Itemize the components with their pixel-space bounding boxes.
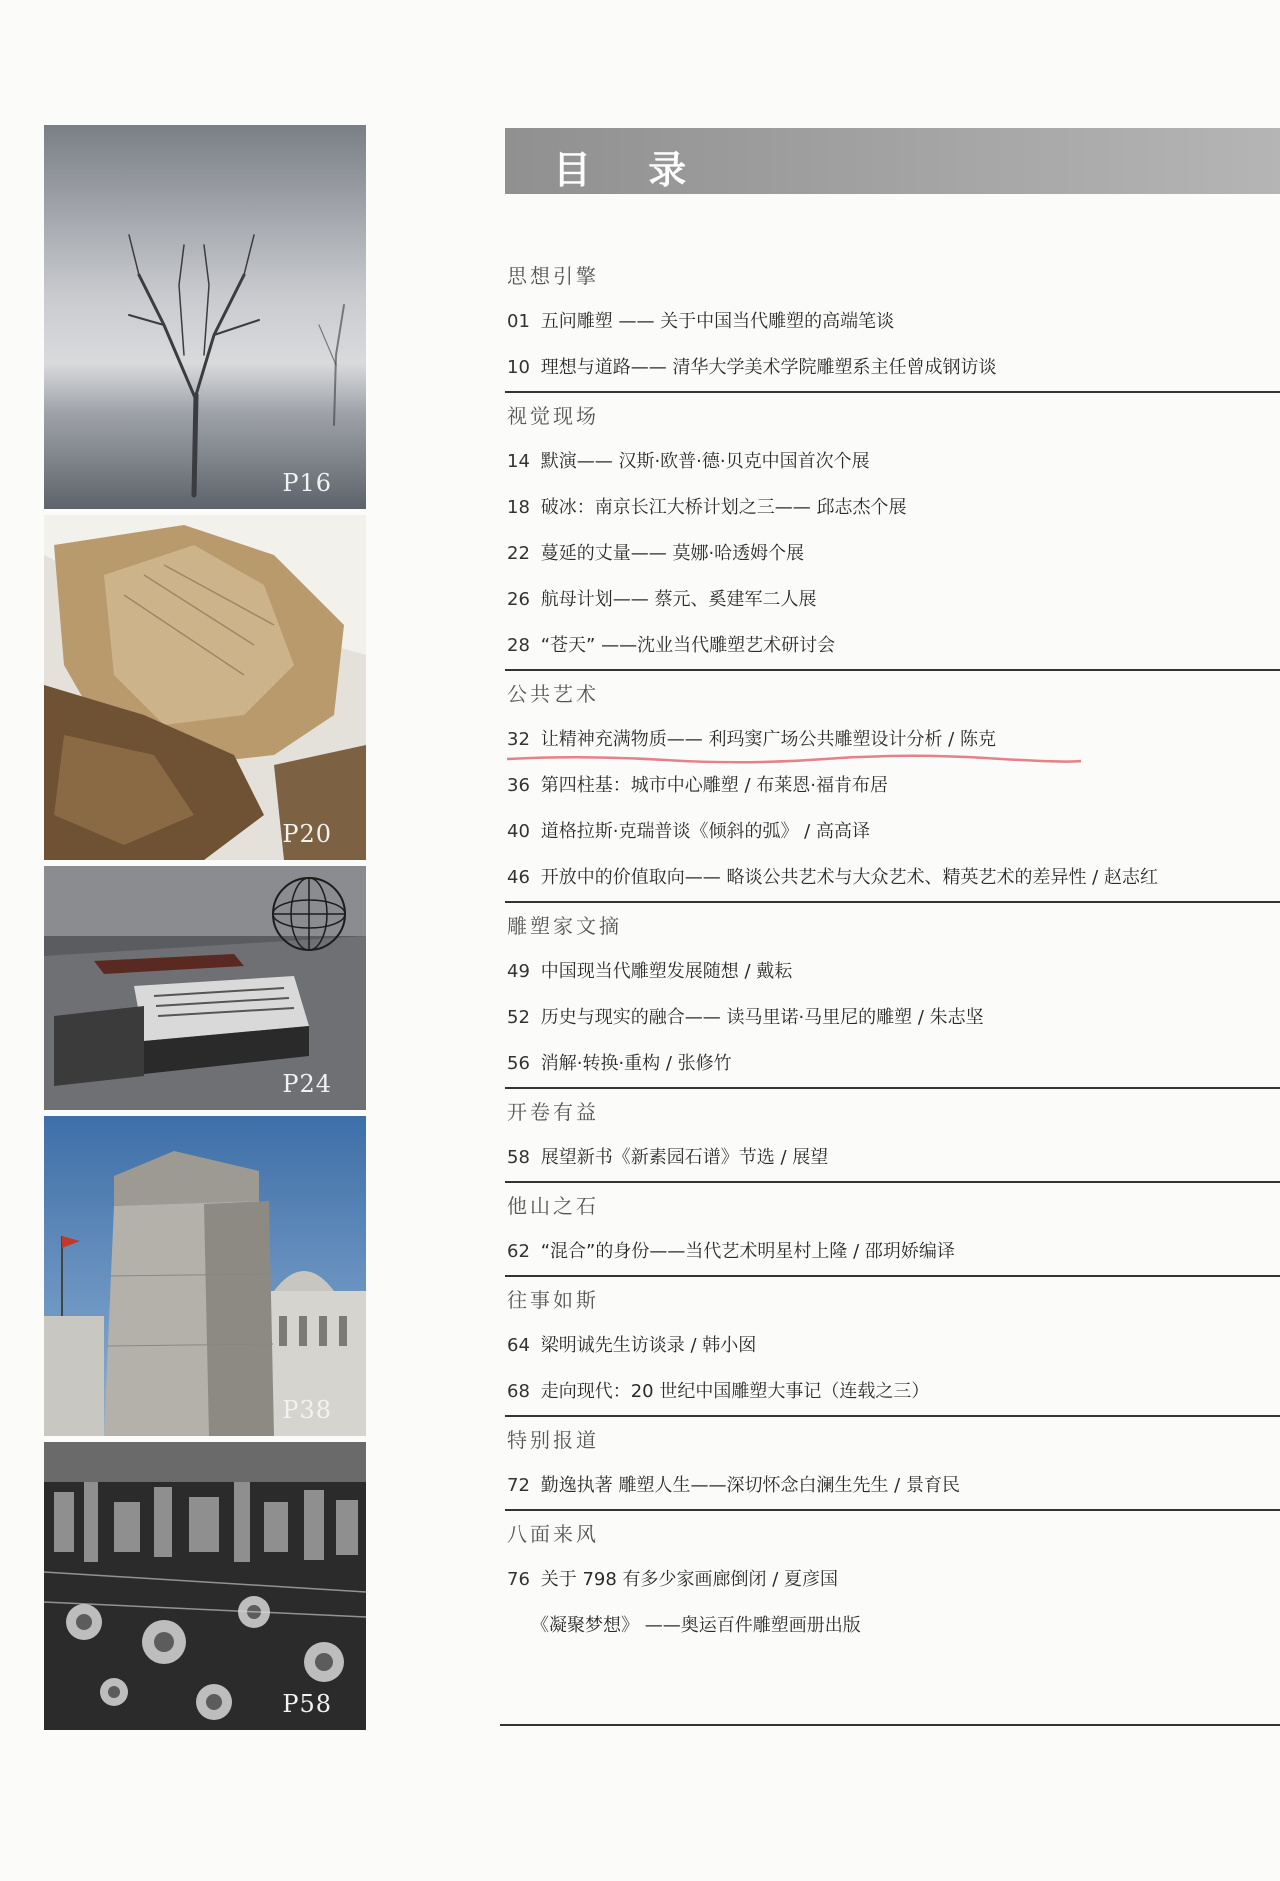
photo-page-label: P16 xyxy=(282,469,332,497)
entry-title: 中国现当代雕塑发展随想 / 戴耘 xyxy=(540,961,793,982)
entry-page-number: 26 xyxy=(507,589,530,610)
entry-title: 五问雕塑 —— 关于中国当代雕塑的高端笔谈 xyxy=(540,311,895,332)
toc-entry[interactable] xyxy=(505,531,1280,577)
entry-title: 理想与道路—— 清华大学美术学院雕塑系主任曾成钢访谈 xyxy=(540,357,997,378)
entry-page-number: 40 xyxy=(507,821,530,842)
entry-page-number: 56 xyxy=(507,1053,530,1074)
section-title: 雕塑家文摘 xyxy=(507,914,622,938)
entry-title: “苍天” ——沈业当代雕塑艺术研讨会 xyxy=(540,635,836,656)
entry-title: 历史与现实的融合—— 读马里诺·马里尼的雕塑 / 朱志坚 xyxy=(540,1007,984,1028)
entry-title: 开放中的价值取向—— 略谈公共艺术与大众艺术、精英艺术的差异性 / 赵志红 xyxy=(540,867,1158,888)
entry-title: 展望新书《新素园石谱》节选 / 展望 xyxy=(540,1147,829,1168)
toc-section xyxy=(505,1417,1280,1511)
wood-sculpture-image xyxy=(44,515,366,860)
section-title: 他山之石 xyxy=(507,1194,599,1218)
toc-entry[interactable] xyxy=(505,1041,1280,1087)
toc-section xyxy=(505,253,1280,393)
toc-section xyxy=(505,903,1280,1089)
entry-title: 第四柱基：城市中心雕塑 / 布莱恩·福肯布居 xyxy=(540,775,888,796)
entry-title: 梁明诚先生访谈录 / 韩小囡 xyxy=(540,1335,757,1356)
toc-entry[interactable] xyxy=(505,763,1280,809)
photo-page-label: P20 xyxy=(282,820,332,848)
toc-section xyxy=(505,1277,1280,1417)
foggy-tree-image xyxy=(44,125,366,509)
entry-title: 《凝聚梦想》 ——奥运百件雕塑画册出版 xyxy=(531,1615,861,1636)
toc-entry[interactable] xyxy=(505,809,1280,855)
entry-title: 破冰：南京长江大桥计划之三—— 邱志杰个展 xyxy=(540,497,907,518)
table-of-contents xyxy=(505,253,1280,1649)
toc-entry[interactable] xyxy=(505,345,1280,391)
toc-entry[interactable] xyxy=(505,1603,1280,1649)
entry-page-number: 36 xyxy=(507,775,530,796)
section-title: 八面来风 xyxy=(507,1522,599,1546)
entry-page-number: 76 xyxy=(507,1569,530,1590)
entry-title: 走向现代：20 世纪中国雕塑大事记（连载之三） xyxy=(540,1381,930,1402)
section-title: 特别报道 xyxy=(507,1428,599,1452)
toc-section xyxy=(505,1511,1280,1649)
entry-page-number: 62 xyxy=(507,1241,530,1262)
photo-metal-city xyxy=(44,1442,366,1730)
section-title: 开卷有益 xyxy=(507,1100,599,1124)
entry-page-number: 64 xyxy=(507,1335,530,1356)
entry-title: 消解·转换·重构 / 张修竹 xyxy=(540,1053,732,1074)
toc-header-bar xyxy=(505,128,1280,194)
toc-entry[interactable] xyxy=(505,1369,1280,1415)
photo-foggy-tree xyxy=(44,125,366,509)
photo-column xyxy=(44,125,367,1736)
photo-plinth xyxy=(44,1116,366,1436)
entry-page-number: 46 xyxy=(507,867,530,888)
photo-page-label: P24 xyxy=(282,1070,332,1098)
section-title: 思想引擎 xyxy=(507,264,599,288)
toc-entry[interactable] xyxy=(505,855,1280,901)
toc-entry[interactable] xyxy=(505,299,1280,345)
toc-section xyxy=(505,671,1280,903)
toc-section xyxy=(505,1089,1280,1183)
toc-entry[interactable] xyxy=(505,1135,1280,1181)
entry-page-number: 14 xyxy=(507,451,530,472)
plinth-image xyxy=(44,1116,366,1436)
entry-title: “混合”的身份——当代艺术明星村上隆 / 邵玥娇编译 xyxy=(540,1241,955,1262)
toc-entry-highlighted[interactable] xyxy=(505,717,1280,763)
toc-entry[interactable] xyxy=(505,439,1280,485)
entry-title: 道格拉斯·克瑞普谈《倾斜的弧》 / 高高译 xyxy=(540,821,870,842)
entry-page-number: 49 xyxy=(507,961,530,982)
metal-city-image xyxy=(44,1442,366,1730)
entry-page-number: 58 xyxy=(507,1147,530,1168)
entry-title: 航母计划—— 蔡元、奚建军二人展 xyxy=(540,589,817,610)
toc-entry[interactable] xyxy=(505,1463,1280,1509)
entry-page-number: 72 xyxy=(507,1475,530,1496)
section-title: 视觉现场 xyxy=(507,404,599,428)
entry-title: 关于 798 有多少家画廊倒闭 / 夏彦国 xyxy=(540,1569,839,1590)
entry-page-number: 32 xyxy=(507,729,530,750)
toc-entry[interactable] xyxy=(505,1557,1280,1603)
entry-title: 勤逸执著 雕塑人生——深切怀念白澜生先生 / 景育民 xyxy=(540,1475,960,1496)
photo-page-label: P38 xyxy=(282,1396,332,1424)
toc-entry[interactable] xyxy=(505,949,1280,995)
entry-title: 让精神充满物质—— 利玛窦广场公共雕塑设计分析 / 陈克 xyxy=(540,729,996,750)
toc-section xyxy=(505,1183,1280,1277)
toc-entry[interactable] xyxy=(505,577,1280,623)
section-title: 公共艺术 xyxy=(507,682,599,706)
toc-entry[interactable] xyxy=(505,1229,1280,1275)
entry-page-number: 22 xyxy=(507,543,530,564)
photo-page-label: P58 xyxy=(282,1690,332,1718)
toc-entry[interactable] xyxy=(505,623,1280,669)
entry-page-number: 18 xyxy=(507,497,530,518)
photo-sphere-book xyxy=(44,866,366,1110)
entry-page-number: 10 xyxy=(507,357,530,378)
bottom-divider xyxy=(500,1724,1280,1726)
toc-entry[interactable] xyxy=(505,485,1280,531)
entry-page-number: 52 xyxy=(507,1007,530,1028)
entry-title: 蔓延的丈量—— 莫娜·哈透姆个展 xyxy=(540,543,805,564)
entry-title: 默演—— 汉斯·欧普·德·贝克中国首次个展 xyxy=(540,451,870,472)
toc-section xyxy=(505,393,1280,671)
toc-entry[interactable] xyxy=(505,995,1280,1041)
entry-page-number: 01 xyxy=(507,311,530,332)
entry-page-number: 28 xyxy=(507,635,530,656)
photo-wood-sculpture xyxy=(44,515,366,860)
toc-entry[interactable] xyxy=(505,1323,1280,1369)
entry-page-number: 68 xyxy=(507,1381,530,1402)
section-title: 往事如斯 xyxy=(507,1288,599,1312)
toc-title: 目 录 xyxy=(553,148,709,192)
